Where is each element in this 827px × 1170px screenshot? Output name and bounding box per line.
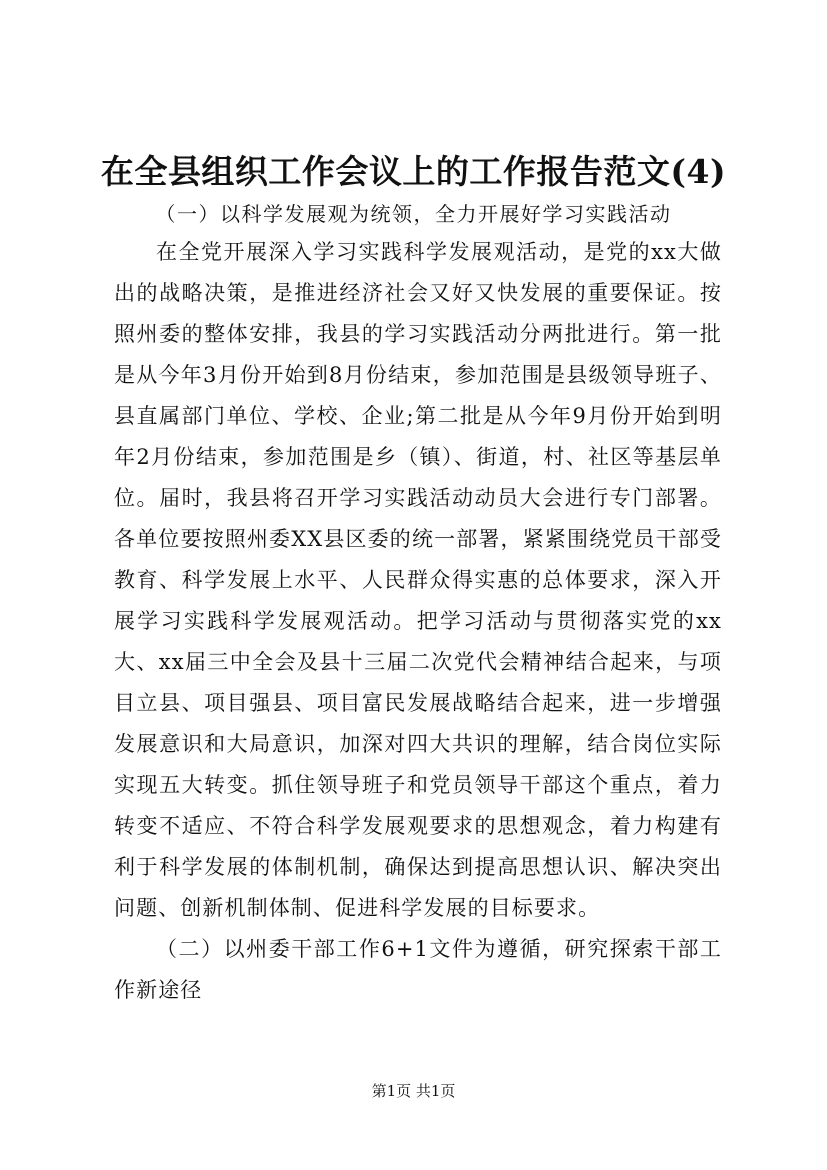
section-heading-2: （二）以州委干部工作6+1文件为遵循，研究探索干部工作新途径 [114,937,722,1002]
body-paragraph-1: 在全党开展深入学习实践科学发展观活动，是党的xx大做出的战略决策，是推进经济社会又好又快发展的重要保证。按照州委的整体安排，我县的学习实践活动分两批进行。第一批是从今年3月份开始到8月份结束，参加范围是县级领导班子、县直属部门单位、学校、企业;第二批是从今年9月份开始到明年2月份结束，参加范围是乡（镇）、街道，村、社区等基层单位。届时，我县将召开学习实践活动动员大会进行专门部署。各单位要按照州委XX县区委的统一部署，紧紧围绕党员干部受教育、科学发展上水平、人民群众得实惠的总体要求，深入开展学习实践科学发展观活动。把学习活动与贯彻落实党的xx大、xx届三中全会及县十三届二次党代会精神结合起来，与项目立县、项目强县、项目富民发展战略结合起来，进一步增强发展意识和大局意识，加深对四大共识的理解，结合岗位实际实现五大转变。抓住领导班子和党员领导干部这个重点，着力转变不适应、不符合科学发展观要求的思想观念，着力构建有利于科学发展的体制机制，确保达到提高思想认识、解决突出问题、创新机制体制、促进科学发展的目标要求。 [114,240,722,920]
section-heading-1: （一）以科学发展观为统领，全力开展好学习实践活动 [155,202,672,226]
document-title: 在全县组织工作会议上的工作报告范文(4) [100,152,727,191]
document-body [114,232,722,1011]
page-footer: 第1页 共1页 [371,1082,456,1100]
